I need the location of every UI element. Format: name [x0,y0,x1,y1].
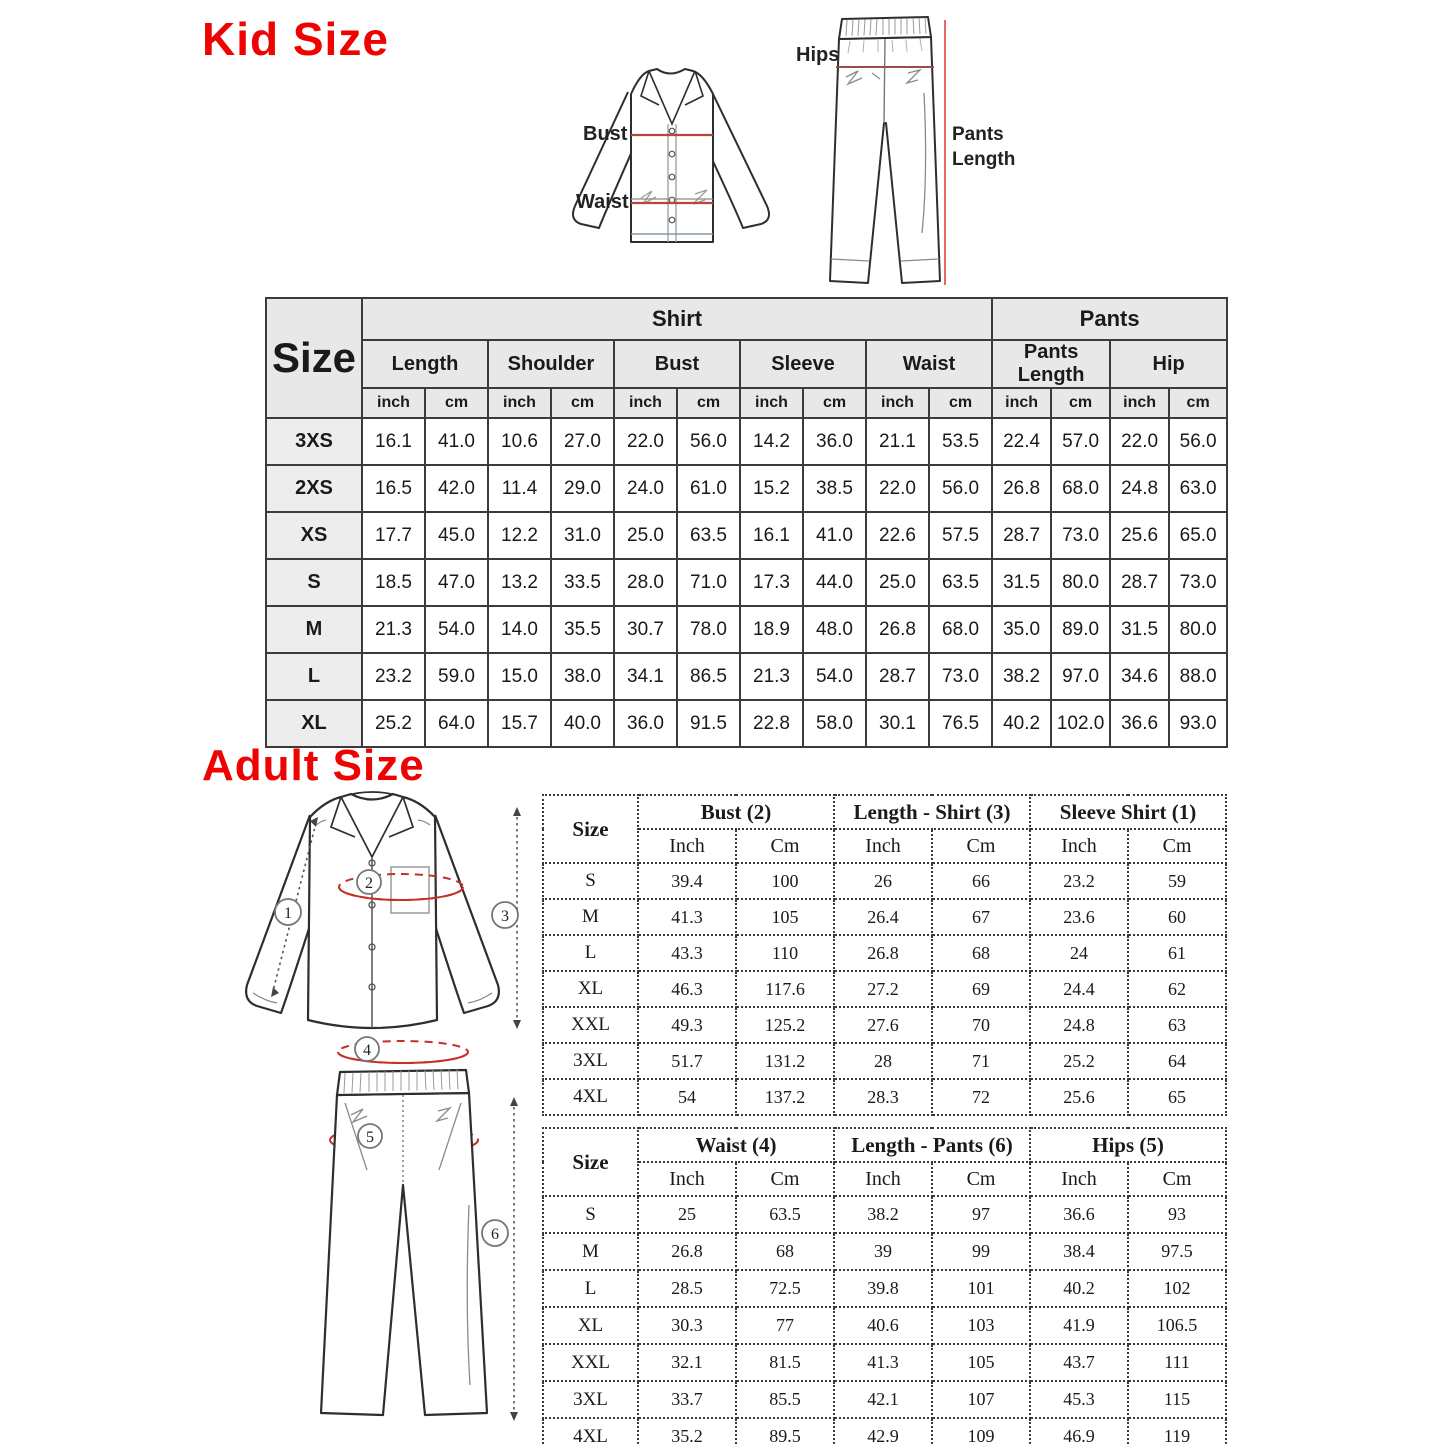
table-cell: 27.2 [834,971,932,1007]
table-cell: 38.2 [834,1196,932,1233]
unit-header: cm [551,388,614,418]
row-size-label: 3XL [543,1043,638,1079]
table-cell: 56.0 [1169,418,1227,465]
row-size-label: XL [266,700,362,747]
table-cell: 51.7 [638,1043,736,1079]
row-size-label: XL [543,1307,638,1344]
table-cell: 72 [932,1079,1030,1115]
table-cell: 38.2 [992,653,1051,700]
column-header: Pants Length [992,340,1110,388]
table-cell: 18.9 [740,606,803,653]
table-cell: 39 [834,1233,932,1270]
table-cell: 36.6 [1030,1196,1128,1233]
table-cell: 33.7 [638,1381,736,1418]
unit-header: cm [803,388,866,418]
table-cell: 26.8 [992,465,1051,512]
table-cell: 23.2 [1030,863,1128,899]
row-size-label: L [266,653,362,700]
table-cell: 77 [736,1307,834,1344]
table-row [543,1043,1226,1079]
table-cell: 35.2 [638,1418,736,1445]
table-cell: 105 [736,899,834,935]
table-row [266,418,1227,465]
column-header: Sleeve [740,340,866,388]
table-cell: 97.5 [1128,1233,1226,1270]
kid-hips-label: Hips [796,44,840,66]
unit-header: Cm [736,1162,834,1196]
table-cell: 42.1 [834,1381,932,1418]
table-cell: 15.0 [488,653,551,700]
table-cell: 102.0 [1051,700,1110,747]
table-cell: 23.6 [1030,899,1128,935]
table-cell: 40.2 [1030,1270,1128,1307]
table-cell: 35.5 [551,606,614,653]
table-cell: 16.1 [362,418,425,465]
table-cell: 97 [932,1196,1030,1233]
table-cell: 125.2 [736,1007,834,1043]
table-cell: 17.7 [362,512,425,559]
table-cell: 28 [834,1043,932,1079]
table-cell: 70 [932,1007,1030,1043]
table-cell: 100 [736,863,834,899]
table-cell: 36.6 [1110,700,1169,747]
kid-pants-length-line [944,20,946,285]
unit-header: inch [362,388,425,418]
table-cell: 14.2 [740,418,803,465]
table-cell: 46.9 [1030,1418,1128,1445]
table-cell: 32.1 [638,1344,736,1381]
marker-1: 1 [284,905,292,922]
table-row [543,935,1226,971]
column-header: Sleeve Shirt (1) [1030,795,1226,829]
table-cell: 73.0 [929,653,992,700]
table-cell: 61 [1128,935,1226,971]
table-cell: 57.5 [929,512,992,559]
table-cell: 59.0 [425,653,488,700]
kid-pants-illustration [820,3,950,293]
unit-header: Inch [638,829,736,863]
table-cell: 43.7 [1030,1344,1128,1381]
table-cell: 12.2 [488,512,551,559]
unit-header: cm [677,388,740,418]
table-cell: 26 [834,863,932,899]
table-cell: 34.1 [614,653,677,700]
table-cell: 15.7 [488,700,551,747]
column-header: Length [362,340,488,388]
table-row [543,1381,1226,1418]
table-cell: 56.0 [929,465,992,512]
table-cell: 27.0 [551,418,614,465]
column-header: Waist (4) [638,1128,834,1162]
marker-5: 5 [366,1129,374,1146]
table-cell: 14.0 [488,606,551,653]
table-cell: 56.0 [677,418,740,465]
table-cell: 97.0 [1051,653,1110,700]
row-size-label: 4XL [543,1418,638,1445]
table-cell: 41.3 [834,1344,932,1381]
table-cell: 68.0 [929,606,992,653]
table-cell: 89.0 [1051,606,1110,653]
table-row [543,1079,1226,1115]
unit-header: Inch [1030,829,1128,863]
table-cell: 43.3 [638,935,736,971]
table-cell: 28.7 [866,653,929,700]
marker-6: 6 [491,1226,499,1243]
table-cell: 40.0 [551,700,614,747]
table-cell: 22.0 [614,418,677,465]
table-cell: 64 [1128,1043,1226,1079]
table-cell: 64.0 [425,700,488,747]
table-cell: 24 [1030,935,1128,971]
row-size-label: L [543,1270,638,1307]
table-cell: 76.5 [929,700,992,747]
kid-group-shirt: Shirt [362,298,992,340]
row-size-label: XXL [543,1007,638,1043]
table-cell: 71 [932,1043,1030,1079]
column-header: Waist [866,340,992,388]
table-cell: 33.5 [551,559,614,606]
adult-pants-table [542,1127,1227,1445]
table-cell: 39.8 [834,1270,932,1307]
table-cell: 31.0 [551,512,614,559]
row-size-label: M [543,899,638,935]
table-cell: 42.9 [834,1418,932,1445]
table-cell: 46.3 [638,971,736,1007]
marker-4: 4 [363,1042,371,1059]
kid-bust-label: Bust [583,123,628,145]
table-cell: 54 [638,1079,736,1115]
row-size-label: M [543,1233,638,1270]
table-cell: 63.5 [677,512,740,559]
column-header: Length - Shirt (3) [834,795,1030,829]
table-cell: 17.3 [740,559,803,606]
table-cell: 63.0 [1169,465,1227,512]
adult-pants-table-body [543,1196,1226,1445]
table-row [543,1196,1226,1233]
unit-header: cm [929,388,992,418]
table-cell: 68 [736,1233,834,1270]
table-cell: 26.8 [834,935,932,971]
table-cell: 85.5 [736,1381,834,1418]
table-cell: 26.4 [834,899,932,935]
kid-table-corner: Size [266,298,362,418]
row-size-label: 2XS [266,465,362,512]
table-row [266,653,1227,700]
row-size-label: XXL [543,1344,638,1381]
kid-pants-length-label: Pants Length [952,124,1016,170]
marker-3: 3 [501,908,509,925]
table-cell: 26.8 [866,606,929,653]
table-cell: 109 [932,1418,1030,1445]
table-cell: 22.6 [866,512,929,559]
table-cell: 22.0 [866,465,929,512]
table-cell: 31.5 [992,559,1051,606]
table-cell: 24.4 [1030,971,1128,1007]
table-cell: 34.6 [1110,653,1169,700]
adult-pants-corner: Size [543,1128,638,1196]
column-header: Hip [1110,340,1227,388]
adult-section-title: Adult Size [202,741,425,790]
unit-header: Cm [932,829,1030,863]
row-size-label: S [543,863,638,899]
column-header: Bust [614,340,740,388]
adult-shirt-table-body [543,863,1226,1115]
table-cell: 110 [736,935,834,971]
table-cell: 13.2 [488,559,551,606]
table-cell: 119 [1128,1418,1226,1445]
unit-header: Cm [736,829,834,863]
table-cell: 47.0 [425,559,488,606]
unit-header: Cm [1128,829,1226,863]
table-cell: 65 [1128,1079,1226,1115]
unit-header: Cm [1128,1162,1226,1196]
table-cell: 28.5 [638,1270,736,1307]
table-row [543,1307,1226,1344]
unit-header: cm [1051,388,1110,418]
table-cell: 71.0 [677,559,740,606]
table-cell: 22.8 [740,700,803,747]
table-cell: 107 [932,1381,1030,1418]
table-cell: 25.2 [362,700,425,747]
table-cell: 25.6 [1110,512,1169,559]
adult-shirt-corner: Size [543,795,638,863]
table-cell: 30.7 [614,606,677,653]
table-cell: 38.0 [551,653,614,700]
table-cell: 36.0 [803,418,866,465]
table-row [266,559,1227,606]
kid-size-table [265,297,1228,748]
table-row [266,465,1227,512]
table-cell: 23.2 [362,653,425,700]
table-cell: 11.4 [488,465,551,512]
table-cell: 66 [932,863,1030,899]
table-row [543,1007,1226,1043]
unit-header: inch [992,388,1051,418]
table-cell: 15.2 [740,465,803,512]
table-cell: 93.0 [1169,700,1227,747]
column-header: Length - Pants (6) [834,1128,1030,1162]
table-row [543,1418,1226,1445]
table-cell: 54.0 [803,653,866,700]
table-cell: 18.5 [362,559,425,606]
table-row [543,1344,1226,1381]
unit-header: inch [488,388,551,418]
unit-header: inch [1110,388,1169,418]
table-cell: 25.6 [1030,1079,1128,1115]
column-header: Hips (5) [1030,1128,1226,1162]
unit-header: Inch [834,829,932,863]
kid-waist-label: Waist [576,191,629,213]
table-cell: 61.0 [677,465,740,512]
table-cell: 63.5 [929,559,992,606]
table-row [266,512,1227,559]
table-cell: 10.6 [488,418,551,465]
adult-shirt-table [542,794,1227,1116]
table-cell: 73.0 [1169,559,1227,606]
table-cell: 36.0 [614,700,677,747]
unit-header: inch [866,388,929,418]
table-cell: 28.7 [1110,559,1169,606]
table-cell: 26.8 [638,1233,736,1270]
table-cell: 137.2 [736,1079,834,1115]
table-cell: 58.0 [803,700,866,747]
table-cell: 115 [1128,1381,1226,1418]
table-cell: 44.0 [803,559,866,606]
table-cell: 78.0 [677,606,740,653]
table-cell: 68.0 [1051,465,1110,512]
row-size-label: XS [266,512,362,559]
table-cell: 31.5 [1110,606,1169,653]
table-cell: 67 [932,899,1030,935]
table-cell: 53.5 [929,418,992,465]
table-cell: 30.3 [638,1307,736,1344]
unit-header: cm [1169,388,1227,418]
table-cell: 40.2 [992,700,1051,747]
unit-header: Inch [1030,1162,1128,1196]
column-header: Bust (2) [638,795,834,829]
table-cell: 45.0 [425,512,488,559]
table-cell: 22.0 [1110,418,1169,465]
row-size-label: L [543,935,638,971]
table-row [543,899,1226,935]
table-cell: 60 [1128,899,1226,935]
unit-header: inch [614,388,677,418]
table-cell: 68 [932,935,1030,971]
table-cell: 101 [932,1270,1030,1307]
table-cell: 40.6 [834,1307,932,1344]
unit-header: Cm [932,1162,1030,1196]
table-cell: 63.5 [736,1196,834,1233]
table-cell: 38.5 [803,465,866,512]
marker-2: 2 [365,875,373,892]
table-cell: 72.5 [736,1270,834,1307]
kid-section-title: Kid Size [202,13,389,65]
table-row [543,971,1226,1007]
table-cell: 25.2 [1030,1043,1128,1079]
table-cell: 30.1 [866,700,929,747]
unit-header: cm [425,388,488,418]
table-cell: 28.7 [992,512,1051,559]
table-cell: 103 [932,1307,1030,1344]
table-cell: 80.0 [1169,606,1227,653]
row-size-label: XL [543,971,638,1007]
table-cell: 86.5 [677,653,740,700]
table-cell: 21.3 [362,606,425,653]
table-cell: 16.5 [362,465,425,512]
table-cell: 62 [1128,971,1226,1007]
table-row [266,700,1227,747]
table-cell: 22.4 [992,418,1051,465]
table-cell: 16.1 [740,512,803,559]
table-cell: 25.0 [614,512,677,559]
table-cell: 24.8 [1030,1007,1128,1043]
table-cell: 42.0 [425,465,488,512]
table-cell: 89.5 [736,1418,834,1445]
table-cell: 105 [932,1344,1030,1381]
table-cell: 54.0 [425,606,488,653]
row-size-label: 3XL [543,1381,638,1418]
table-cell: 48.0 [803,606,866,653]
table-cell: 57.0 [1051,418,1110,465]
table-cell: 35.0 [992,606,1051,653]
table-cell: 117.6 [736,971,834,1007]
table-cell: 28.0 [614,559,677,606]
table-cell: 41.9 [1030,1307,1128,1344]
table-row [543,1233,1226,1270]
table-cell: 99 [932,1233,1030,1270]
table-cell: 93 [1128,1196,1226,1233]
table-cell: 39.4 [638,863,736,899]
table-cell: 91.5 [677,700,740,747]
table-cell: 24.0 [614,465,677,512]
unit-header: Inch [834,1162,932,1196]
kid-table-body [266,418,1227,747]
row-size-label: S [543,1196,638,1233]
table-cell: 69 [932,971,1030,1007]
column-header: Shoulder [488,340,614,388]
row-size-label: S [266,559,362,606]
table-row [543,863,1226,899]
table-cell: 29.0 [551,465,614,512]
table-cell: 59 [1128,863,1226,899]
table-cell: 81.5 [736,1344,834,1381]
table-cell: 24.8 [1110,465,1169,512]
row-size-label: 3XS [266,418,362,465]
table-cell: 65.0 [1169,512,1227,559]
unit-header: Inch [638,1162,736,1196]
table-cell: 49.3 [638,1007,736,1043]
table-cell: 28.3 [834,1079,932,1115]
table-cell: 106.5 [1128,1307,1226,1344]
table-cell: 102 [1128,1270,1226,1307]
row-size-label: M [266,606,362,653]
row-size-label: 4XL [543,1079,638,1115]
table-row [266,606,1227,653]
kid-shirt-illustration [545,58,795,253]
table-row [543,1270,1226,1307]
table-cell: 63 [1128,1007,1226,1043]
table-cell: 25 [638,1196,736,1233]
table-cell: 80.0 [1051,559,1110,606]
table-cell: 131.2 [736,1043,834,1079]
table-cell: 88.0 [1169,653,1227,700]
table-cell: 41.0 [425,418,488,465]
adult-pajama-illustration [233,785,533,1435]
table-cell: 45.3 [1030,1381,1128,1418]
unit-header: inch [740,388,803,418]
table-cell: 21.1 [866,418,929,465]
table-cell: 27.6 [834,1007,932,1043]
table-cell: 21.3 [740,653,803,700]
table-cell: 111 [1128,1344,1226,1381]
table-cell: 38.4 [1030,1233,1128,1270]
table-cell: 25.0 [866,559,929,606]
table-cell: 73.0 [1051,512,1110,559]
table-cell: 41.0 [803,512,866,559]
kid-group-pants: Pants [992,298,1227,340]
table-cell: 41.3 [638,899,736,935]
